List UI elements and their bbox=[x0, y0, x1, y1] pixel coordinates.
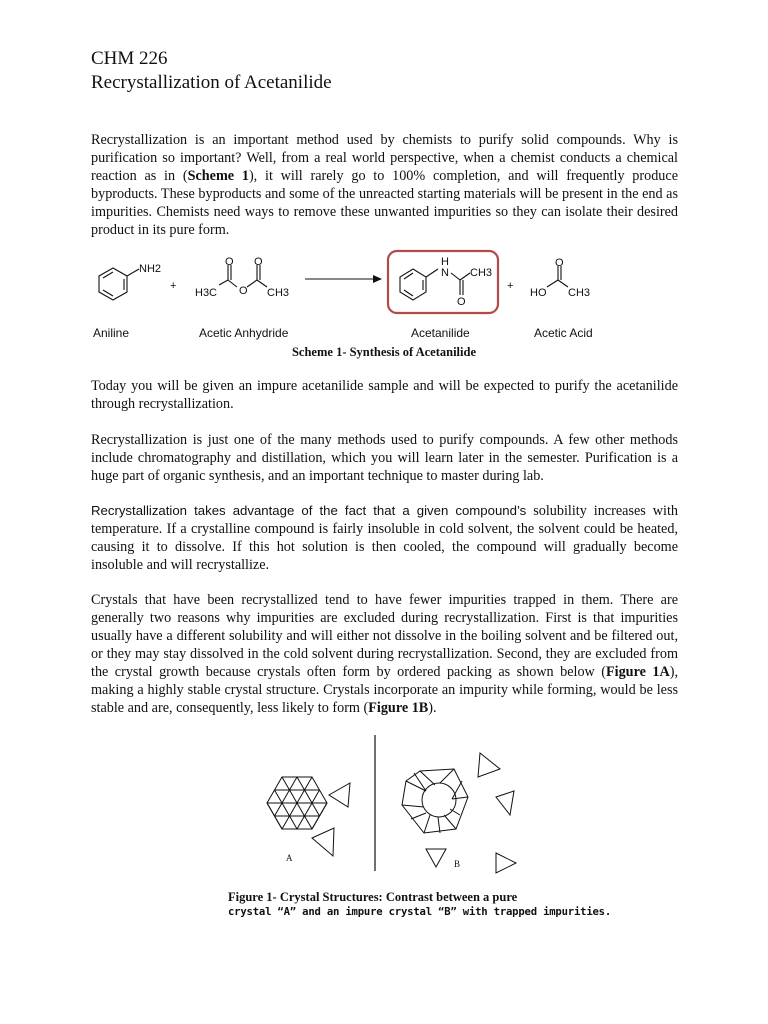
figure-caption-line1: Figure 1- Crystal Structures: Contrast between a pure bbox=[228, 890, 518, 904]
aniline-label: Aniline bbox=[93, 326, 130, 340]
h3c-label: H3C bbox=[195, 287, 218, 299]
acetanilide-label: Acetanilide bbox=[411, 326, 470, 340]
carbonyl-o-label: O bbox=[457, 296, 466, 308]
carbonyl-o-label: O bbox=[225, 256, 234, 268]
acetic-acid-label: Acetic Acid bbox=[534, 326, 593, 340]
methods-paragraph: Recrystallization is just one of the many methods used to purify compounds. A few other methods include chromatography and distillation, which you will learn later in the semester. Purification is a huge part of organic synthesis, and an important technique to master during lab. bbox=[91, 432, 678, 484]
intro-paragraph: Recrystallization is an important method used by chemists to purify solid compounds. Why is purification so important? Well, from a real world perspective, when a chemist conducts a chemical reaction as in (Scheme 1), it will rarely go to 100% completion, and will frequently produce byproducts. These byproducts and some of the unreacted starting materials will be present in the end as impurities. Chemists need ways to remove these unwanted impurities so they can isolate their desired product in its pure form. bbox=[91, 132, 678, 238]
carbonyl-o-label: O bbox=[555, 257, 564, 269]
scheme-caption: Scheme 1- Synthesis of Acetanilide bbox=[291, 345, 477, 359]
acetic-anhydride-label: Acetic Anhydride bbox=[199, 326, 289, 340]
figure-caption-line2: crystal “A” and an impure crystal “B” with trapped impurities. bbox=[228, 906, 612, 918]
advantage-paragraph: Recrystallization takes advantage of the fact that a given compound’s solubility increases with temperature. If a crystalline compound is fairly insoluble in cold solvent, the solvent could be heated, causing it to dissolve. If this hot solution is then cooled, the compound will gradually become insoluble and will recrystallize. bbox=[91, 503, 678, 573]
synthesis-scheme bbox=[85, 245, 605, 325]
crystal-figure bbox=[230, 733, 540, 883]
h-label: H bbox=[441, 256, 449, 268]
course-code: CHM 226 bbox=[91, 48, 168, 69]
nh2-label: NH2 bbox=[139, 263, 162, 275]
figure-label-a: A bbox=[286, 853, 293, 863]
document-title: Recrystallization of Acetanilide bbox=[91, 72, 332, 93]
plus-sign: + bbox=[170, 280, 177, 292]
crystals-paragraph: Crystals that have been recrystallized tend to have fewer impurities trapped in them. There are generally two reasons why impurities are excluded during recrystallization. First is that impurities usually have a different solubility and will either not dissolve in the boiling solvent and be filtered out, or they may stay dissolved in the cold solvent during recrystallization. Second, they are excluded from the crystal growth because crystals often form by ordered packing as shown below (Figure 1A), making a highly stable crystal structure. Crystals incorporate an impurity while forming, would be less stable and are, consequently, less likely to form (Figure 1B). bbox=[91, 592, 678, 716]
figure-label-b: B bbox=[454, 859, 461, 869]
ch3-label: CH3 bbox=[267, 287, 290, 299]
ho-label: HO bbox=[530, 287, 547, 299]
ch3-label: CH3 bbox=[568, 287, 591, 299]
figure-caption bbox=[228, 890, 611, 920]
scheme-ref: Scheme 1 bbox=[187, 168, 249, 184]
acetic-acid-structure bbox=[547, 266, 568, 287]
carbonyl-o-label: O bbox=[254, 256, 263, 268]
n-label: N bbox=[441, 267, 449, 279]
bridge-o-label: O bbox=[239, 285, 248, 297]
today-paragraph: Today you will be given an impure acetanilide sample and will be expected to purify the acetanilide through recrystallization. bbox=[91, 378, 678, 412]
pure-crystal bbox=[267, 777, 350, 856]
impure-crystal bbox=[402, 753, 516, 873]
figure-1a-ref: Figure 1A bbox=[605, 664, 670, 680]
acetic-anhydride-structure bbox=[219, 265, 267, 287]
plus-sign: + bbox=[507, 280, 514, 292]
figure-1b-ref: Figure 1B bbox=[368, 700, 429, 716]
aniline-structure bbox=[99, 268, 139, 300]
ch3-label: CH3 bbox=[470, 267, 493, 279]
impurity-circle bbox=[422, 783, 456, 817]
